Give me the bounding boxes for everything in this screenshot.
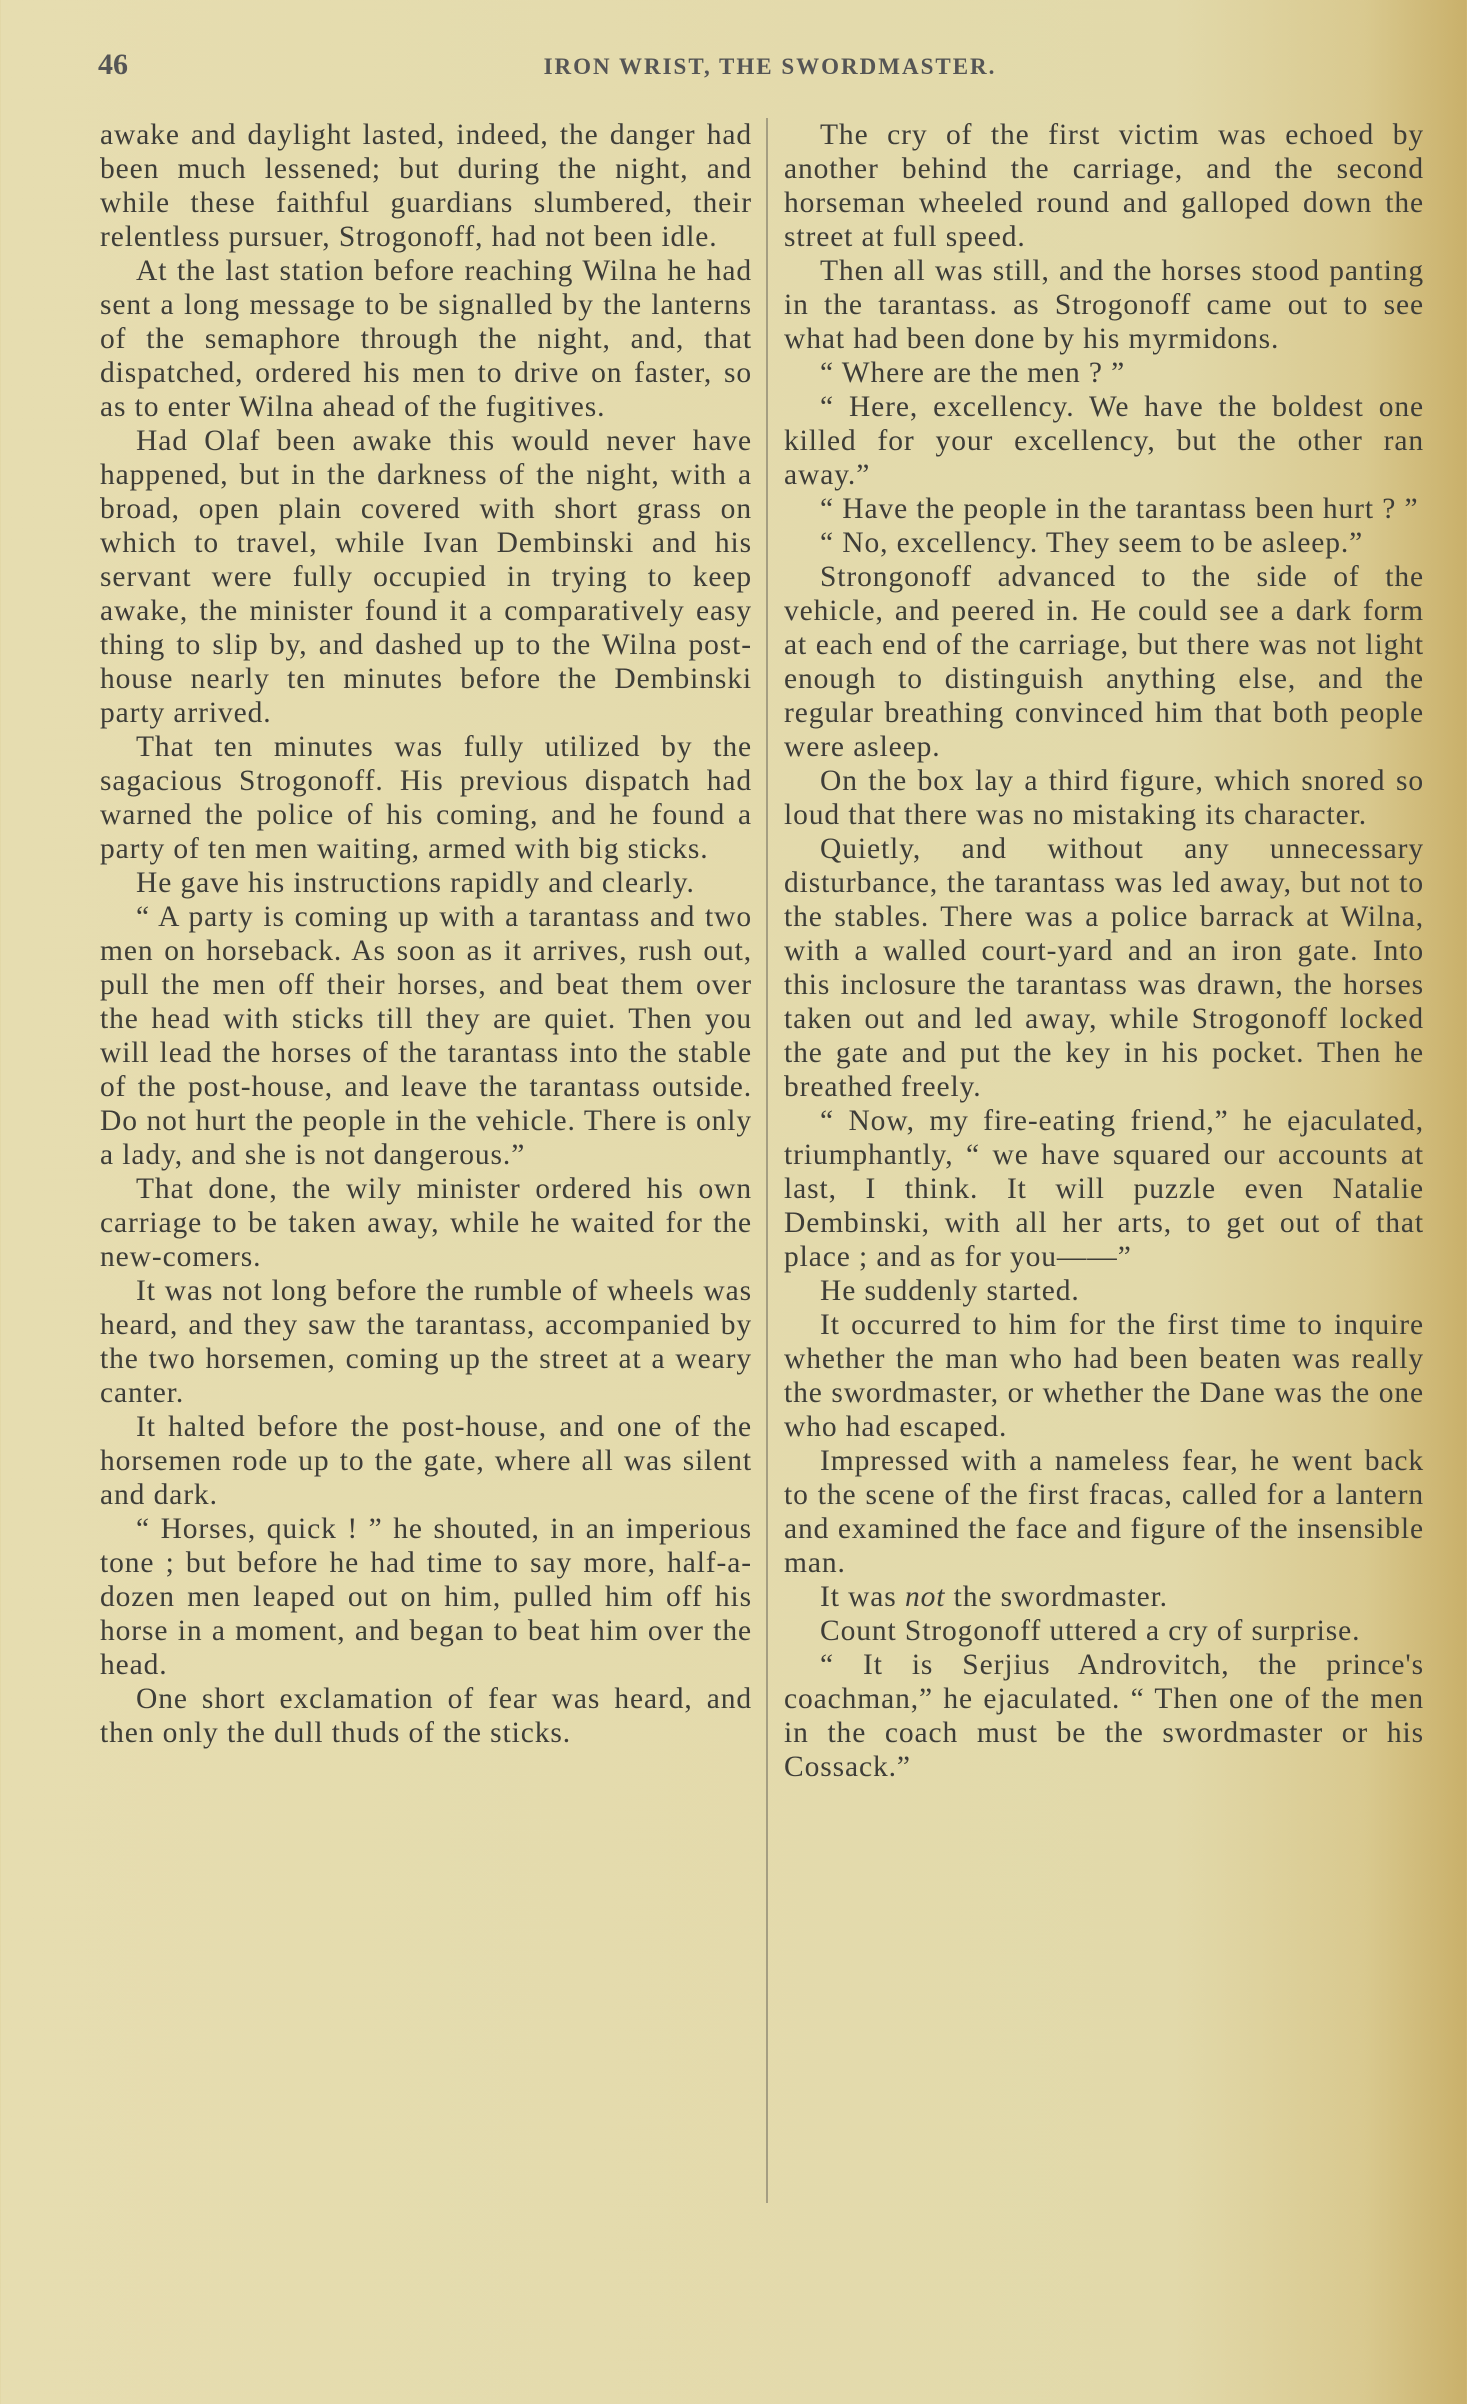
paragraph: He suddenly started. xyxy=(820,1275,1080,1307)
emphasis: not xyxy=(904,1581,946,1613)
paragraph: Count Strogonoff uttered a cry of surprise. xyxy=(820,1615,1361,1647)
paragraph: awake and daylight lasted, indeed, the danger had been much lessened; but during the night, and while these faithful guardians slumbered, their relentless pursuer, Strogonoff, had not been idle. xyxy=(100,119,752,253)
text-run: It was xyxy=(820,1581,905,1613)
paragraph: He gave his instructions rapidly and clearly. xyxy=(136,867,695,899)
left-column xyxy=(100,118,752,1750)
paragraph: Then all was still, and the horses stood panting in the tarantass. as Strogonoff came out to see what had been done by his myrmidons. xyxy=(784,255,1424,355)
paragraph: “ Horses, quick ! ” he shouted, in an imperious tone ; but before he had time to say more, half-a-dozen men leaped out on him, pulled him off his horse in a moment, and began to beat him over the head. xyxy=(100,1513,752,1681)
paragraph: On the box lay a third figure, which snored so loud that there was no mistaking its character. xyxy=(784,765,1424,831)
paragraph: “ Now, my fire-eating friend,” he ejaculated, triumphantly, “ we have squared our accounts at last, I think. It will puzzle even Natalie Dembinski, with all her arts, to get out of that place ; and as for you——” xyxy=(784,1105,1424,1273)
paragraph: One short exclamation of fear was heard, and then only the dull thuds of the sticks. xyxy=(100,1683,752,1749)
paragraph: That ten minutes was fully utilized by the sagacious Strogonoff. His previous dispatch had warned the police of his coming, and he found a party of ten men waiting, armed with big sticks. xyxy=(100,731,752,865)
paragraph: “ It is Serjius Androvitch, the prince's coachman,” he ejaculated. “ Then one of the men in the coach must be the swordmaster or his Cossack.” xyxy=(784,1649,1424,1783)
paragraph: It halted before the post-house, and one of the horsemen rode up to the gate, where all was silent and dark. xyxy=(100,1411,752,1511)
paragraph: “ No, excellency. They seem to be asleep.” xyxy=(820,527,1364,559)
paragraph: “ Here, excellency. We have the boldest one killed for your excellency, but the other ran away.” xyxy=(784,391,1424,491)
running-header xyxy=(0,48,1467,88)
paragraph: That done, the wily minister ordered his own carriage to be taken away, while he waited for the new-comers. xyxy=(100,1173,752,1273)
paragraph: It occurred to him for the first time to inquire whether the man who had been beaten was really the swordmaster, or whether the Dane was the one who had escaped. xyxy=(784,1309,1424,1443)
paragraph xyxy=(784,1580,1424,1614)
paragraph: Strongonoff advanced to the side of the vehicle, and peered in. He could see a dark form at each end of the carriage, but there was not light enough to distinguish anything else, and the regular breathing convinced him that both people were asleep. xyxy=(784,561,1424,763)
running-title: IRON WRIST, THE SWORDMASTER. xyxy=(543,54,997,79)
paragraph: Had Olaf been awake this would never have happened, but in the darkness of the night, with a broad, open plain covered with short grass on which to travel, while Ivan Dembinski and his servant were fully occupied in trying to keep awake, the minister found it a comparatively easy thing to slip by, and dashed up to the Wilna post-house nearly ten minutes before the Dembinski party arrived. xyxy=(100,425,752,729)
paragraph: Quietly, and without any unnecessary disturbance, the tarantass was led away, but not to the stables. There was a police barrack at Wilna, with a walled court-yard and an iron gate. Into this inclosure the tarantass was drawn, the horses taken out and led away, while Strogonoff locked the gate and put the key in his pocket. Then he breathed freely. xyxy=(784,833,1424,1103)
paragraph: “ Where are the men ? ” xyxy=(820,357,1126,389)
paragraph: The cry of the first victim was echoed by another behind the carriage, and the second horseman wheeled round and galloped down the street at full speed. xyxy=(784,119,1424,253)
column-divider xyxy=(766,118,768,2203)
paragraph: At the last station before reaching Wilna he had sent a long message to be signalled by the lanterns of the semaphore through the night, and, that dispatched, ordered his men to drive on faster, so as to enter Wilna ahead of the fugitives. xyxy=(100,255,752,423)
paragraph: “ Have the people in the tarantass been hurt ? ” xyxy=(820,493,1419,525)
right-column xyxy=(784,118,1424,1784)
page-number: 46 xyxy=(98,48,128,81)
paragraph: It was not long before the rumble of wheels was heard, and they saw the tarantass, accompanied by the two horsemen, coming up the street at a weary canter. xyxy=(100,1275,752,1409)
text-run: the swordmaster. xyxy=(945,1581,1168,1613)
paragraph: “ A party is coming up with a tarantass and two men on horseback. As soon as it arrives, rush out, pull the men off their horses, and beat them over the head with sticks till they are quiet. Then you will lead the horses of the tarantass into the stable of the post-house, and leave the tarantass outside. Do not hurt the people in the vehicle. There is only a lady, and she is not dangerous.” xyxy=(100,901,752,1171)
paragraph: Impressed with a nameless fear, he went back to the scene of the first fracas, called for a lantern and examined the face and figure of the insensible man. xyxy=(784,1445,1424,1579)
